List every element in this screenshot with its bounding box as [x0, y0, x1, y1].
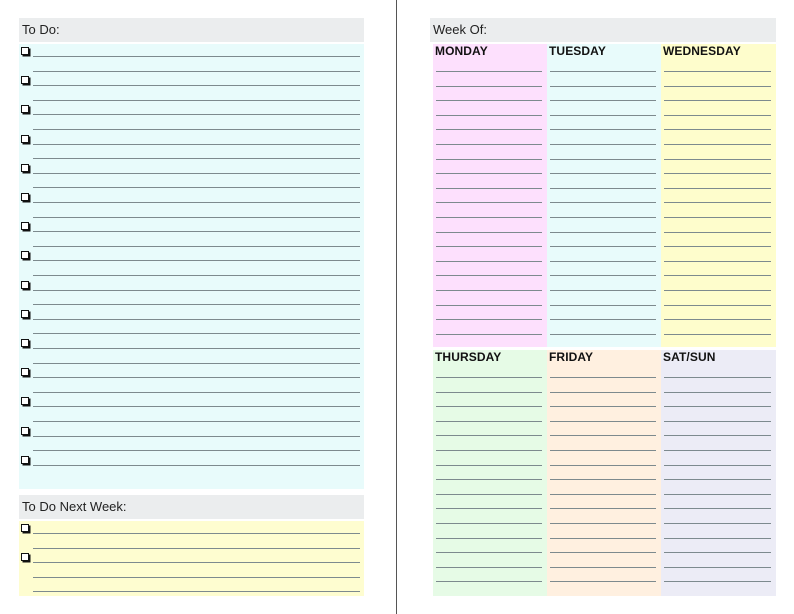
- ruled-line: [664, 100, 771, 101]
- ruled-line: [33, 71, 360, 72]
- ruled-line: [550, 275, 656, 276]
- ruled-line: [550, 523, 656, 524]
- ruled-line: [33, 231, 360, 232]
- ruled-line: [33, 187, 360, 188]
- ruled-line: [664, 261, 771, 262]
- ruled-line: [550, 261, 656, 262]
- ruled-line: [436, 552, 542, 553]
- ruled-line: [664, 144, 771, 145]
- ruled-line: [664, 232, 771, 233]
- day-title-monday: MONDAY: [435, 44, 488, 58]
- ruled-line: [436, 465, 542, 466]
- ruled-line: [436, 86, 542, 87]
- ruled-line: [33, 406, 360, 407]
- ruled-line: [436, 232, 542, 233]
- ruled-line: [550, 552, 656, 553]
- ruled-line: [33, 392, 360, 393]
- day-title-thursday: THURSDAY: [435, 350, 502, 364]
- ruled-line: [436, 275, 542, 276]
- ruled-line: [664, 319, 771, 320]
- todo-checkbox[interactable]: [21, 397, 29, 405]
- ruled-line: [550, 159, 656, 160]
- page-divider: [396, 0, 397, 614]
- todo-checkbox[interactable]: [21, 456, 29, 464]
- todo-next-week-checkbox[interactable]: [21, 524, 29, 532]
- ruled-line: [436, 406, 542, 407]
- todo-next-week-checkbox[interactable]: [21, 553, 29, 561]
- ruled-line: [33, 100, 360, 101]
- day-panel-sat-sun[interactable]: [661, 350, 776, 596]
- day-title-tuesday: TUESDAY: [549, 44, 606, 58]
- ruled-line: [664, 479, 771, 480]
- day-panel-wednesday[interactable]: [661, 44, 776, 347]
- day-title-wednesday: WEDNESDAY: [663, 44, 741, 58]
- ruled-line: [664, 494, 771, 495]
- ruled-line: [664, 406, 771, 407]
- ruled-line: [33, 562, 360, 563]
- ruled-line: [33, 304, 360, 305]
- todo-checkbox[interactable]: [21, 427, 29, 435]
- ruled-line: [33, 577, 360, 578]
- ruled-line: [436, 71, 542, 72]
- ruled-line: [33, 348, 360, 349]
- ruled-line: [436, 494, 542, 495]
- ruled-line: [33, 56, 360, 57]
- ruled-line: [664, 538, 771, 539]
- ruled-line: [33, 202, 360, 203]
- ruled-line: [550, 202, 656, 203]
- ruled-line: [33, 363, 360, 364]
- ruled-line: [550, 581, 656, 582]
- ruled-line: [33, 450, 360, 451]
- ruled-line: [436, 100, 542, 101]
- ruled-line: [550, 290, 656, 291]
- ruled-line: [550, 377, 656, 378]
- ruled-line: [664, 334, 771, 335]
- ruled-line: [550, 144, 656, 145]
- ruled-line: [436, 421, 542, 422]
- ruled-line: [33, 421, 360, 422]
- ruled-line: [550, 567, 656, 568]
- ruled-line: [550, 115, 656, 116]
- ruled-line: [436, 392, 542, 393]
- ruled-line: [550, 173, 656, 174]
- ruled-line: [550, 71, 656, 72]
- ruled-line: [436, 261, 542, 262]
- ruled-line: [550, 508, 656, 509]
- ruled-line: [436, 173, 542, 174]
- ruled-line: [436, 188, 542, 189]
- ruled-line: [550, 246, 656, 247]
- ruled-line: [664, 159, 771, 160]
- ruled-line: [550, 100, 656, 101]
- ruled-line: [436, 159, 542, 160]
- ruled-line: [436, 479, 542, 480]
- ruled-line: [33, 275, 360, 276]
- ruled-line: [33, 114, 360, 115]
- todo-checkbox[interactable]: [21, 310, 29, 318]
- todo-title: To Do:: [22, 22, 60, 37]
- ruled-line: [550, 479, 656, 480]
- todo-checkbox[interactable]: [21, 47, 29, 55]
- ruled-line: [550, 421, 656, 422]
- todo-checkbox[interactable]: [21, 105, 29, 113]
- ruled-line: [33, 173, 360, 174]
- ruled-line: [33, 144, 360, 145]
- ruled-line: [436, 334, 542, 335]
- ruled-line: [664, 86, 771, 87]
- todo-checkbox[interactable]: [21, 339, 29, 347]
- ruled-line: [436, 377, 542, 378]
- ruled-line: [33, 85, 360, 86]
- ruled-line: [436, 319, 542, 320]
- todo-list-panel[interactable]: [19, 44, 364, 489]
- day-title-friday: FRIDAY: [549, 350, 594, 364]
- day-panel-thursday[interactable]: [433, 350, 547, 596]
- ruled-line: [664, 202, 771, 203]
- ruled-line: [33, 129, 360, 130]
- ruled-line: [664, 246, 771, 247]
- ruled-line: [33, 246, 360, 247]
- todo-checkbox[interactable]: [21, 76, 29, 84]
- ruled-line: [664, 71, 771, 72]
- ruled-line: [436, 144, 542, 145]
- todo-checkbox[interactable]: [21, 222, 29, 230]
- ruled-line: [550, 435, 656, 436]
- ruled-line: [436, 450, 542, 451]
- ruled-line: [550, 217, 656, 218]
- ruled-line: [33, 319, 360, 320]
- ruled-line: [664, 129, 771, 130]
- ruled-line: [436, 581, 542, 582]
- ruled-line: [664, 115, 771, 116]
- todo-checkbox[interactable]: [21, 368, 29, 376]
- ruled-line: [664, 421, 771, 422]
- todo-checkbox[interactable]: [21, 135, 29, 143]
- ruled-line: [33, 533, 360, 534]
- ruled-line: [550, 319, 656, 320]
- todo-next-week-title: To Do Next Week:: [22, 499, 127, 514]
- ruled-line: [550, 392, 656, 393]
- ruled-line: [664, 290, 771, 291]
- ruled-line: [436, 202, 542, 203]
- ruled-line: [550, 232, 656, 233]
- ruled-line: [664, 435, 771, 436]
- ruled-line: [550, 86, 656, 87]
- ruled-line: [664, 217, 771, 218]
- ruled-line: [33, 548, 360, 549]
- ruled-line: [436, 290, 542, 291]
- ruled-line: [436, 523, 542, 524]
- day-panel-tuesday[interactable]: [547, 44, 661, 347]
- ruled-line: [664, 523, 771, 524]
- ruled-line: [436, 129, 542, 130]
- ruled-line: [436, 115, 542, 116]
- ruled-line: [436, 305, 542, 306]
- week-of-header: [430, 18, 776, 42]
- todo-checkbox[interactable]: [21, 193, 29, 201]
- ruled-line: [33, 217, 360, 218]
- ruled-line: [550, 465, 656, 466]
- ruled-line: [436, 538, 542, 539]
- ruled-line: [33, 333, 360, 334]
- day-panel-friday[interactable]: [547, 350, 661, 596]
- ruled-line: [664, 508, 771, 509]
- ruled-line: [664, 392, 771, 393]
- ruled-line: [33, 158, 360, 159]
- ruled-line: [436, 217, 542, 218]
- ruled-line: [664, 450, 771, 451]
- week-of-title: Week Of:: [433, 22, 487, 37]
- ruled-line: [436, 246, 542, 247]
- ruled-line: [664, 552, 771, 553]
- ruled-line: [550, 188, 656, 189]
- todo-next-week-header: [19, 495, 364, 519]
- todo-checkbox[interactable]: [21, 281, 29, 289]
- ruled-line: [550, 450, 656, 451]
- day-panel-monday[interactable]: [433, 44, 547, 347]
- todo-checkbox[interactable]: [21, 251, 29, 259]
- ruled-line: [664, 275, 771, 276]
- ruled-line: [33, 260, 360, 261]
- ruled-line: [550, 406, 656, 407]
- ruled-line: [436, 508, 542, 509]
- ruled-line: [33, 465, 360, 466]
- ruled-line: [550, 494, 656, 495]
- ruled-line: [550, 129, 656, 130]
- todo-checkbox[interactable]: [21, 164, 29, 172]
- ruled-line: [33, 290, 360, 291]
- ruled-line: [550, 305, 656, 306]
- ruled-line: [664, 567, 771, 568]
- day-title-sat-sun: SAT/SUN: [663, 350, 716, 364]
- ruled-line: [664, 188, 771, 189]
- ruled-line: [550, 538, 656, 539]
- ruled-line: [664, 465, 771, 466]
- todo-header: [19, 18, 364, 42]
- ruled-line: [436, 435, 542, 436]
- ruled-line: [550, 334, 656, 335]
- ruled-line: [33, 436, 360, 437]
- ruled-line: [436, 567, 542, 568]
- ruled-line: [664, 305, 771, 306]
- ruled-line: [33, 591, 360, 592]
- ruled-line: [664, 377, 771, 378]
- ruled-line: [664, 173, 771, 174]
- ruled-line: [664, 581, 771, 582]
- todo-next-week-panel[interactable]: [19, 521, 364, 596]
- ruled-line: [33, 377, 360, 378]
